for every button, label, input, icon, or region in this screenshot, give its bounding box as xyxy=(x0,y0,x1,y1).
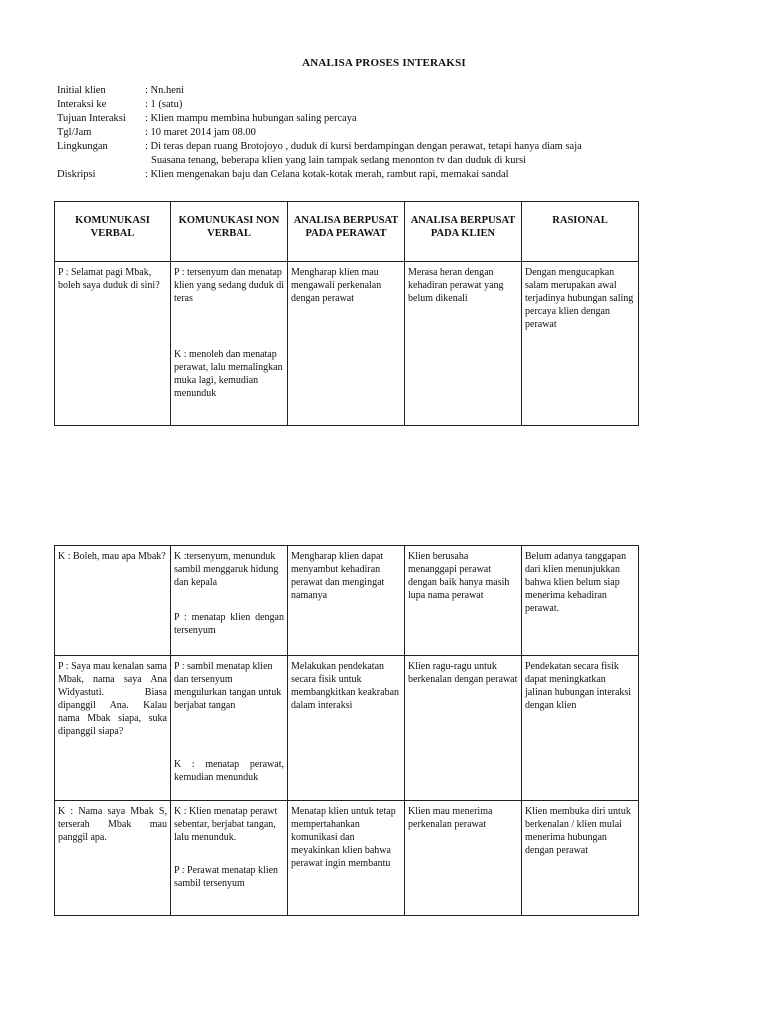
info-value: Suasana tenang, beberapa klien yang lain tampak sedang menonton tv dan duduk di kursi xyxy=(151,155,526,166)
nonverbal-klien: K : Klien menatap perawt sebentar, berjabat tangan, lalu menunduk. xyxy=(174,806,278,843)
header-verbal: KOMUNUKASI VERBAL xyxy=(55,202,171,262)
info-row-initial xyxy=(57,84,697,98)
info-value: : Klien mengenakan baju dan Celana kotak-kotak merah, rambut rapi, memakai sandal xyxy=(145,169,509,180)
nonverbal-perawat: P : menatap klien dengan tersenyum xyxy=(174,612,284,636)
nonverbal-perawat: P : sambil menatap klien dan tersenyum mengulurkan tangan untuk berjabat tangan xyxy=(174,661,282,711)
cell-nonverbal xyxy=(171,656,288,801)
cell-klien: Klien ragu-ragu untuk berkenalan dengan perawat xyxy=(405,656,522,801)
nonverbal-perawat: P : tersenyum dan menatap klien yang sedang duduk di teras xyxy=(174,267,284,304)
info-row-tujuan xyxy=(57,112,697,126)
info-row-tgl xyxy=(57,126,697,140)
client-info xyxy=(57,84,697,182)
nonverbal-klien: K : menoleh dan menatap perawat, lalu memalingkan muka lagi, kemudian menunduk xyxy=(174,349,283,399)
cell-nonverbal xyxy=(171,801,288,916)
cell-nonverbal xyxy=(171,262,288,426)
header-klien: ANALISA BERPUSAT PADA KLIEN xyxy=(405,202,522,262)
info-row-diskripsi xyxy=(57,168,697,182)
cell-verbal: K : Nama saya Mbak S, terserah Mbak mau panggil apa. xyxy=(55,801,171,916)
nonverbal-perawat: P : Perawat menatap klien sambil tersenyum xyxy=(174,865,279,889)
cell-rasional: Klien membuka diri untuk berkenalan / klien mulai menerima hubungan dengan perawat xyxy=(522,801,639,916)
info-row-lingkungan xyxy=(57,140,697,154)
info-label: Tgl/Jam xyxy=(57,127,92,138)
cell-rasional: Pendekatan secara fisik dapat meningkatkan jalinan hubungan interaksi dengan klien xyxy=(522,656,639,801)
info-value: : Di teras depan ruang Brotojoyo , duduk di kursi berdampingan dengan perawat, tetapi hanya diam saja xyxy=(145,141,582,152)
info-value: : Nn.heni xyxy=(145,85,185,96)
cell-klien: Merasa heran dengan kehadiran perawat yang belum dikenali xyxy=(405,262,522,426)
page-title: ANALISA PROSES INTERAKSI xyxy=(302,57,466,69)
cell-rasional: Belum adanya tanggapan dari klien menunjukkan bahwa klien belum siap menerima kehadiran perawat. xyxy=(522,546,639,656)
cell-klien: Klien mau menerima perkenalan perawat xyxy=(405,801,522,916)
cell-perawat: Mengharap klien mau mengawali perkenalan dengan perawat xyxy=(288,262,405,426)
cell-klien: Klien berusaha menanggapi perawat dengan baik hanya masih lupa nama perawat xyxy=(405,546,522,656)
info-label: Initial klien xyxy=(57,85,106,96)
interaction-table-top xyxy=(54,201,639,426)
info-label: Interaksi ke xyxy=(57,99,107,110)
header-nonverbal: KOMUNUKASI NON VERBAL xyxy=(171,202,288,262)
cell-verbal: P : Saya mau kenalan sama Mbak, nama saya Ana Widyastuti. Biasa dipanggil Ana. Kalau nama Mbak siapa, suka dipanggil siapa? xyxy=(55,656,171,801)
info-value: : 1 (satu) xyxy=(145,99,183,110)
info-label: Diskripsi xyxy=(57,169,96,180)
table-row xyxy=(55,262,639,426)
table-row xyxy=(55,801,639,916)
nonverbal-klien: K :tersenyum, menunduk sambil menggaruk hidung dan kepala xyxy=(174,551,279,588)
info-value: : 10 maret 2014 jam 08.00 xyxy=(145,127,256,138)
header-rasional: RASIONAL xyxy=(522,202,639,262)
cell-perawat: Mengharap klien dapat menyambut kehadiran perawat dan mengingat namanya xyxy=(288,546,405,656)
info-label: Tujuan Interaksi xyxy=(57,113,126,124)
cell-nonverbal xyxy=(171,546,288,656)
info-label xyxy=(57,154,145,168)
info-row-interaksi xyxy=(57,98,697,112)
cell-perawat: Menatap klien untuk tetap mempertahankan komunikasi dan meyakinkan klien bahwa perawat ingin membantu xyxy=(288,801,405,916)
info-row-lingkungan-cont xyxy=(57,154,697,168)
cell-rasional: Dengan mengucapkan salam merupakan awal terjadinya hubungan saling percaya klien dengan perawat xyxy=(522,262,639,426)
cell-verbal: P : Selamat pagi Mbak, boleh saya duduk di sini? xyxy=(55,262,171,426)
header-perawat: ANALISA BERPUSAT PADA PERAWAT xyxy=(288,202,405,262)
table-row xyxy=(55,546,639,656)
nonverbal-klien: K : menatap perawat, kemudian menunduk xyxy=(174,759,284,783)
table-row xyxy=(55,656,639,801)
table-header-row xyxy=(55,202,639,262)
cell-verbal: K : Boleh, mau apa Mbak? xyxy=(55,546,171,656)
cell-perawat: Melakukan pendekatan secara fisik untuk membangkitkan keakraban dalam interaksi xyxy=(288,656,405,801)
interaction-table-bottom xyxy=(54,545,639,916)
info-label: Lingkungan xyxy=(57,141,108,152)
info-value: : Klien mampu membina hubungan saling percaya xyxy=(145,113,357,124)
